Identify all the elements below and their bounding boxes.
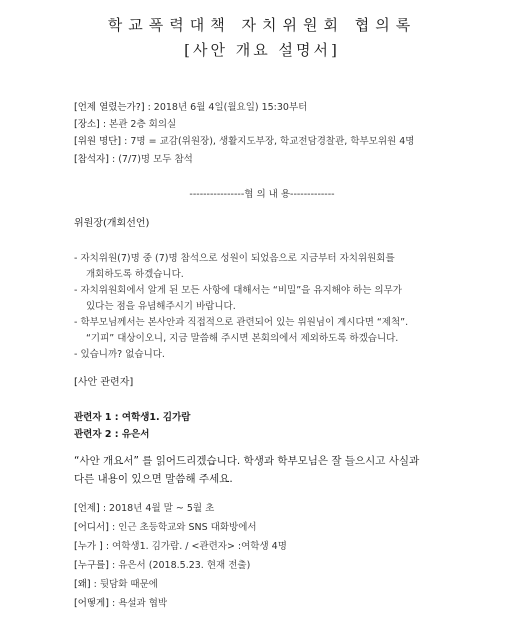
chair-line: - 학부모님께서는 본사안과 직접적으로 관련되어 있는 위원님이 계시다면 “제척”. xyxy=(74,317,409,328)
reading-line: “사안 개요서” 를 읽어드리겠습니다. 학생과 학부모님은 잘 들으시고 사실과 xyxy=(74,455,420,467)
meta-label: [참석자] xyxy=(74,154,109,165)
chair-line: - 자치위원(7)명 중 (7)명 참석으로 성원이 되었음으로 지금부터 자치위원회를 xyxy=(74,253,395,264)
chair-line: 개회하도록 하겠습니다. xyxy=(86,269,184,280)
meta-label: [위원 명단] xyxy=(74,136,122,147)
detail-whom xyxy=(74,557,250,571)
section-divider: ----------------협 의 내 용------------- xyxy=(189,189,335,200)
meta-value: : (7/7)명 모두 참석 xyxy=(111,154,193,165)
meta-place xyxy=(74,116,176,130)
detail-label: [누구를] xyxy=(74,560,109,571)
meta-value: : 7명 = 교감(위원장), 생활지도부장, 학교전담경찰관, 학부모위원 4명 xyxy=(124,136,415,147)
detail-label: [왜] xyxy=(74,579,91,590)
detail-label: [누가 ] xyxy=(74,541,103,552)
reading-line: 다른 내용이 있으면 말씀해 주세요. xyxy=(74,473,233,485)
detail-value: : 욕설과 협박 xyxy=(111,598,168,609)
document-subtitle: [사안 개요 설명서] xyxy=(184,41,340,59)
meta-value: : 2018년 6월 4일(월요일) 15:30부터 xyxy=(147,102,308,113)
meta-label: [언제 열렸는가?] xyxy=(74,102,145,113)
detail-when xyxy=(74,500,214,514)
detail-value: : 여학생1. 김가람. / <관련자> :여학생 4명 xyxy=(105,541,287,552)
detail-where xyxy=(74,519,257,533)
detail-how xyxy=(74,595,167,609)
detail-value: : 2018년 4월 말 ~ 5월 초 xyxy=(102,503,215,514)
document-title: 학교폭력대책 자치위원회 협의록 xyxy=(107,16,417,34)
meta-members xyxy=(74,133,414,147)
detail-label: [어떻게] xyxy=(74,598,109,609)
detail-why xyxy=(74,576,158,590)
related-person: 관련자 2 : 유은서 xyxy=(74,429,150,440)
related-heading: [사안 관련자] xyxy=(74,377,134,388)
detail-value: : 유은서 (2018.5.23. 현재 전출) xyxy=(111,560,251,571)
related-person: 관련자 1 : 여학생1. 김가람 xyxy=(74,412,191,423)
detail-value: : 인근 초등학교와 SNS 대화방에서 xyxy=(111,522,257,533)
chair-line: - 자치위원회에서 알게 된 모든 사항에 대해서는 “비밀”을 유지해야 하는 의무가 xyxy=(74,285,402,296)
meta-label: [장소] xyxy=(74,119,100,130)
chair-line: - 있습니까? 없습니다. xyxy=(74,349,165,360)
detail-value: : 뒷담화 때문에 xyxy=(93,579,158,590)
detail-label: [어디서] xyxy=(74,522,109,533)
meta-when xyxy=(74,99,307,113)
meta-value: : 본관 2층 회의실 xyxy=(102,119,177,130)
detail-label: [언제] xyxy=(74,503,100,514)
meta-attendees xyxy=(74,151,193,165)
chair-line: “기피” 대상이오니, 지금 말씀해 주시면 본회의에서 제외하도록 하겠습니다. xyxy=(86,333,399,344)
chair-line: 있다는 점을 유념해주시기 바랍니다. xyxy=(86,301,236,312)
chair-heading: 위원장(개회선언) xyxy=(74,218,150,229)
detail-who xyxy=(74,538,287,552)
